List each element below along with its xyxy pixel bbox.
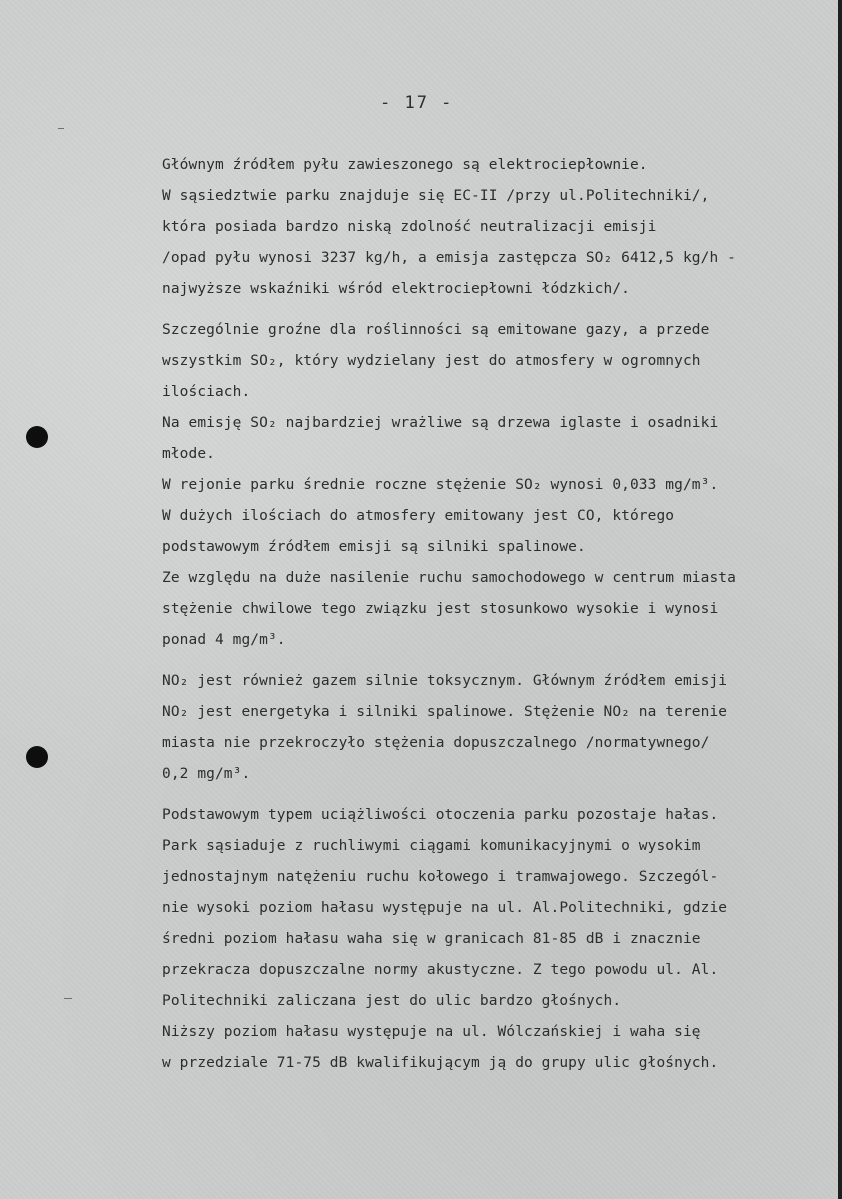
paragraph-dust-sources [162, 150, 822, 305]
text-line: NO₂ jest energetyka i silniki spalinowe. Stężenie NO₂ na terenie [162, 704, 728, 720]
text-line: wszystkim SO₂, który wydzielany jest do atmosfery w ogromnych [162, 353, 701, 369]
text-line: stężenie chwilowe tego związku jest stosunkowo wysokie i wynosi [162, 601, 719, 617]
text-line: 0,2 mg/m³. [162, 766, 251, 782]
text-line: NO₂ jest również gazem silnie toksycznym. Głównym źródłem emisji [162, 673, 728, 689]
text-line: miasta nie przekroczyło stężenia dopuszczalnego /normatywnego/ [162, 735, 710, 751]
text-line: najwyższe wskaźniki wśród elektrociepłowni łódzkich/. [162, 281, 630, 297]
text-line: /opad pyłu wynosi 3237 kg/h, a emisja zastępcza SO₂ 6412,5 kg/h - [162, 250, 736, 266]
text-line: podstawowym źródłem emisji są silniki spalinowe. [162, 539, 586, 555]
text-line: W sąsiedztwie parku znajduje się EC-II /przy ul.Politechniki/, [162, 188, 710, 204]
punch-hole-bottom [26, 746, 48, 768]
paragraph-noise [162, 800, 822, 1079]
page-number: - 17 - [380, 93, 454, 113]
text-line: Politechniki zaliczana jest do ulic bardzo głośnych. [162, 993, 622, 1009]
text-line: Szczególnie groźne dla roślinności są emitowane gazy, a przede [162, 322, 710, 338]
paragraph-no2 [162, 666, 822, 790]
margin-mark [64, 998, 72, 999]
text-line: jednostajnym natężeniu ruchu kołowego i tramwajowego. Szczegól- [162, 869, 719, 885]
text-line: ilościach. [162, 384, 251, 400]
text-line: przekracza dopuszczalne normy akustyczne. Z tego powodu ul. Al. [162, 962, 719, 978]
text-line: Głównym źródłem pyłu zawieszonego są elektrociepłownie. [162, 157, 648, 173]
scan-edge [838, 0, 842, 1199]
body-text [162, 150, 822, 1079]
text-line: Park sąsiaduje z ruchliwymi ciągami komunikacyjnymi o wysokim [162, 838, 701, 854]
text-line: W dużych ilościach do atmosfery emitowany jest CO, którego [162, 508, 675, 524]
text-line: młode. [162, 446, 215, 462]
text-line: nie wysoki poziom hałasu występuje na ul. Al.Politechniki, gdzie [162, 900, 728, 916]
text-line: ponad 4 mg/m³. [162, 632, 286, 648]
margin-mark [58, 128, 64, 129]
text-line: Ze względu na duże nasilenie ruchu samochodowego w centrum miasta [162, 570, 736, 586]
text-line: Na emisję SO₂ najbardziej wrażliwe są drzewa iglaste i osadniki [162, 415, 719, 431]
text-line: Podstawowym typem uciążliwości otoczenia parku pozostaje hałas. [162, 807, 719, 823]
text-line: w przedziale 71-75 dB kwalifikującym ją do grupy ulic głośnych. [162, 1055, 719, 1071]
text-line: W rejonie parku średnie roczne stężenie SO₂ wynosi 0,033 mg/m³. [162, 477, 719, 493]
paragraph-gas-emissions [162, 315, 822, 656]
text-line: Niższy poziom hałasu występuje na ul. Wólczańskiej i waha się [162, 1024, 701, 1040]
text-line: średni poziom hałasu waha się w granicach 81-85 dB i znacznie [162, 931, 701, 947]
punch-hole-top [26, 426, 48, 448]
text-line: która posiada bardzo niską zdolność neutralizacji emisji [162, 219, 657, 235]
